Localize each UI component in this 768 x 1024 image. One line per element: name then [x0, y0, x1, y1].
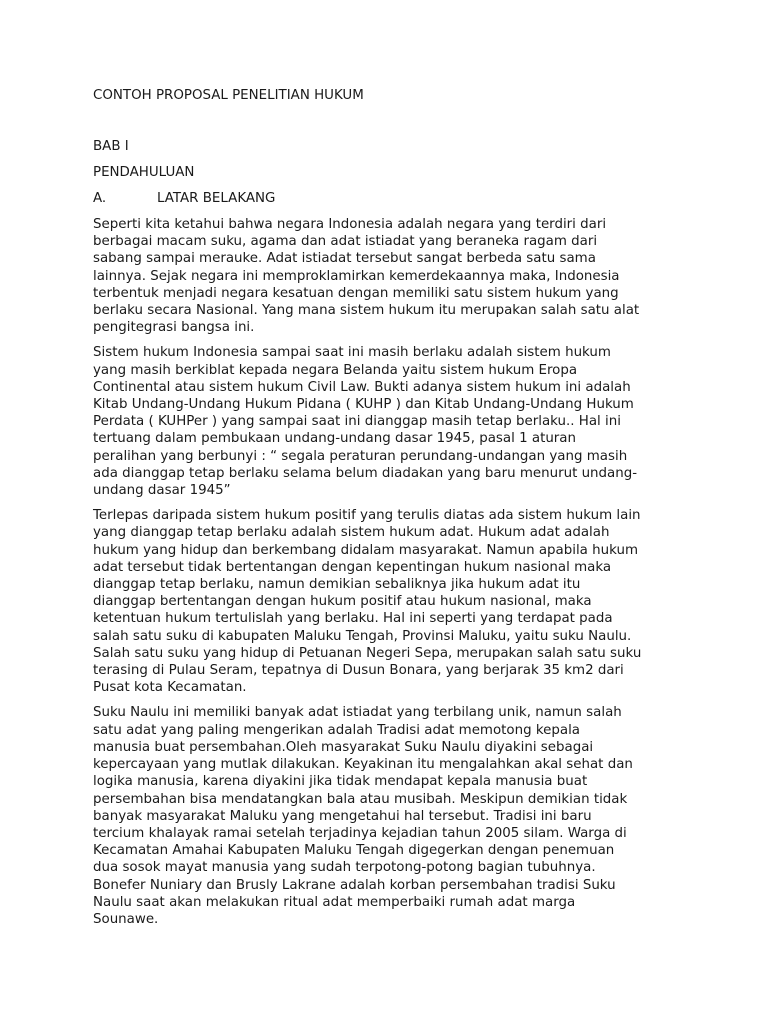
text-line: manusia buat persembahan.Oleh masyarakat Suku Naulu diyakini sebagai	[93, 739, 594, 755]
text-line: dianggap bertentangan dengan hukum positif atau hukum nasional, maka	[93, 594, 592, 610]
text-line: tercium khalayak ramai setelah terjadinya kejadian tahun 2005 silam. Warga di	[93, 825, 627, 841]
chapter-number: BAB I	[93, 139, 129, 154]
section-heading	[93, 190, 275, 207]
text-line: logika manusia, karena diyakini jika tidak mendapat kepala manusia buat	[93, 774, 588, 790]
text-line: adat tersebut tidak bertentangan dengan kepentingan hukum nasional maka	[93, 559, 612, 575]
text-line: tertuang dalam pembukaan undang-undang dasar 1945, pasal 1 aturan	[93, 431, 576, 447]
paragraph	[93, 704, 678, 928]
text-line: hukum yang hidup dan berkembang didalam masyarakat. Namun apabila hukum	[93, 542, 638, 558]
text-line: pengitegrasi bangsa ini.	[93, 320, 255, 336]
text-line: yang masih berkiblat kepada negara Belanda yaitu sistem hukum Eropa	[93, 362, 578, 378]
text-line: Perdata ( KUHPer ) yang sampai saat ini dianggap masih tetap berlaku.. Hal ini	[93, 414, 621, 430]
text-line: ada dianggap tetap berlaku selama belum diadakan yang baru menurut undang-	[93, 465, 638, 481]
text-line: berbagai macam suku, agama dan adat istiadat yang beraneka ragam dari	[93, 234, 598, 250]
text-line: kepercayaan yang mutlak dilakukan. Keyakinan itu mengalahkan akal sehat dan	[93, 757, 633, 773]
chapter-title: PENDAHULUAN	[93, 165, 195, 180]
document-title: CONTOH PROPOSAL PENELITIAN HUKUM	[93, 88, 364, 103]
text-line: berlaku secara Nasional. Yang mana sistem hukum itu merupakan salah satu alat	[93, 303, 640, 319]
text-line: Sounawe.	[93, 911, 159, 927]
text-line: dua sosok mayat manusia yang sudah terpotong-potong bagian tubuhnya.	[93, 860, 596, 876]
body-text	[93, 216, 678, 936]
text-line: yang dianggap tetap berlaku adalah sistem hukum adat. Hukum adat adalah	[93, 525, 610, 541]
text-line: Naulu saat akan melakukan ritual adat memperbaiki rumah adat marga	[93, 894, 576, 910]
text-line: ketentuan hukum tertulislah yang berlaku. Hal ini seperti yang terdapat pada	[93, 611, 613, 627]
paragraph	[93, 216, 678, 336]
text-line: peralihan yang berbunyi : “ segala peraturan perundang-undangan yang masih	[93, 448, 628, 464]
text-line: sabang sampai merauke. Adat istiadat tersebut sangat berbeda satu sama	[93, 251, 596, 267]
text-line: banyak masyarakat Maluku yang mengetahui hal tersebut. Tradisi ini baru	[93, 808, 592, 824]
text-line: Continental atau sistem hukum Civil Law. Bukti adanya sistem hukum ini adalah	[93, 379, 631, 395]
text-line: Bonefer Nuniary dan Brusly Lakrane adalah korban persembahan tradisi Suku	[93, 877, 616, 893]
paragraph	[93, 344, 678, 499]
text-line: persembahan bisa mendatangkan bala atau musibah. Meskipun demikian tidak	[93, 791, 628, 807]
text-line: Terlepas daripada sistem hukum positif yang terulis diatas ada sistem hukum lain	[93, 508, 641, 524]
text-line: Seperti kita ketahui bahwa negara Indonesia adalah negara yang terdiri dari	[93, 217, 607, 232]
section-letter: A.	[93, 191, 107, 206]
text-line: Sistem hukum Indonesia sampai saat ini masih berlaku adalah sistem hukum	[93, 345, 611, 361]
text-line: Kecamatan Amahai Kabupaten Maluku Tengah digegerkan dengan penemuan	[93, 843, 615, 859]
paragraph	[93, 507, 678, 696]
section-title: LATAR BELAKANG	[157, 191, 276, 206]
text-line: Pusat kota Kecamatan.	[93, 680, 247, 696]
text-line: undang dasar 1945”	[93, 483, 231, 499]
text-line: satu adat yang paling mengerikan adalah Tradisi adat memotong kepala	[93, 722, 581, 738]
text-line: dianggap tetap berlaku, namun demikian sebaliknya jika hukum adat itu	[93, 577, 581, 593]
text-line: terasing di Pulau Seram, tepatnya di Dusun Bonara, yang berjarak 35 km2 dari	[93, 663, 624, 679]
text-line: salah satu suku di kabupaten Maluku Tengah, Provinsi Maluku, yaitu suku Naulu.	[93, 628, 632, 644]
text-line: lainnya. Sejak negara ini memproklamirkan kemerdekaannya maka, Indonesia	[93, 268, 620, 284]
text-line: Kitab Undang-Undang Hukum Pidana ( KUHP ) dan Kitab Undang-Undang Hukum	[93, 397, 634, 413]
text-line: Suku Naulu ini memiliki banyak adat istiadat yang terbilang unik, namun salah	[93, 705, 622, 721]
text-line: Salah satu suku yang hidup di Petuanan Negeri Sepa, merupakan salah satu suku	[93, 645, 642, 661]
text-line: terbentuk menjadi negara kesatuan dengan memiliki satu sistem hukum yang	[93, 285, 619, 301]
